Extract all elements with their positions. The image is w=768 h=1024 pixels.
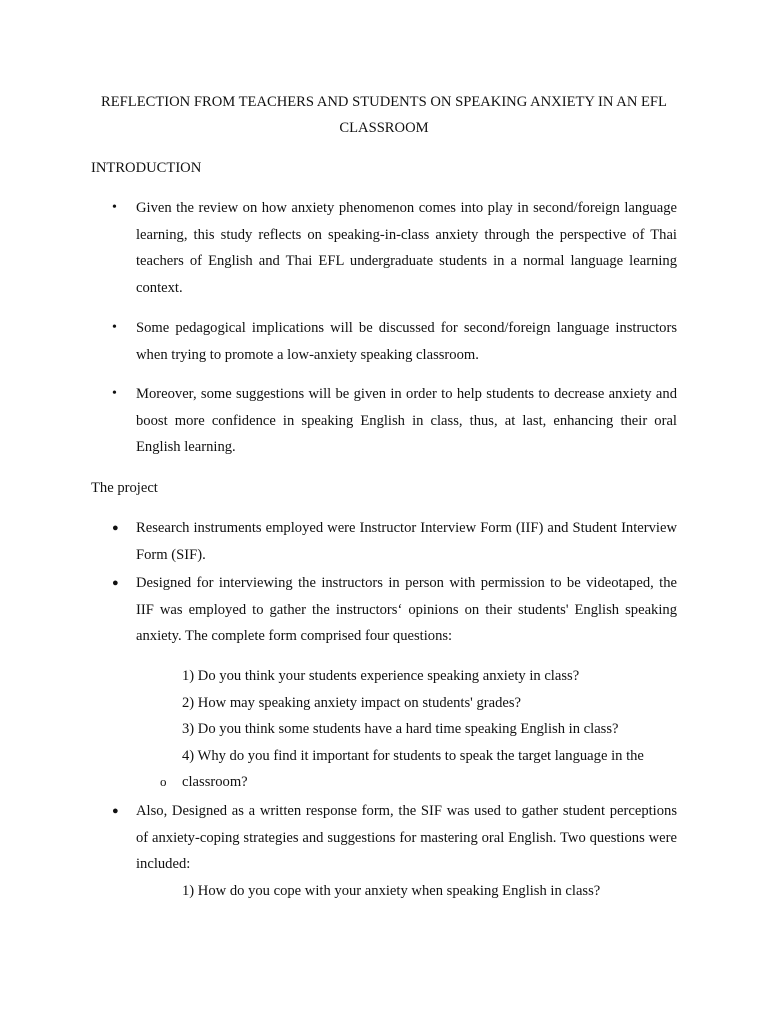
iif-question-4: 4) Why do you find it important for students to speak the target language in the: [182, 748, 644, 764]
sub-bullet-icon: o: [160, 774, 167, 789]
sif-question-1: 1) How do you cope with your anxiety when speaking English in class?: [182, 883, 601, 899]
bullet-icon: ●: [112, 805, 119, 817]
intro-bullet-1: [112, 195, 677, 301]
project-bullet-3: [112, 798, 677, 878]
iif-question-1: 1) Do you think your students experience speaking anxiety in class?: [182, 668, 580, 684]
introduction-heading: INTRODUCTION: [91, 160, 202, 176]
title-line-1: REFLECTION FROM TEACHERS AND STUDENTS ON SPEAKING ANXIETY IN AN EFL: [101, 94, 667, 110]
iif-question-4-continuation: classroom?: [182, 774, 248, 790]
intro-bullet-2: [112, 315, 677, 368]
bullet-icon: ●: [112, 522, 119, 534]
bullet-icon: •: [112, 200, 117, 215]
project-bullet-2: [112, 570, 677, 650]
bullet-icon: •: [112, 320, 117, 335]
bullet-icon: ●: [112, 577, 119, 589]
intro-bullet-text: Given the review on how anxiety phenomenon comes into play in second/foreign language learning, this study reflects on speaking-in-class anxiety through the perspective of Thai teachers of English and Thai EFL undergraduate students in a normal language learning context.: [136, 200, 677, 296]
project-bullet-1: [112, 515, 677, 568]
intro-bullet-text: Some pedagogical implications will be discussed for second/foreign language instructors when trying to promote a low-anxiety speaking classroom.: [136, 320, 677, 363]
iif-question-3: 3) Do you think some students have a hard time speaking English in class?: [182, 721, 619, 737]
title-line-2: CLASSROOM: [339, 120, 429, 136]
project-bullet-text: Designed for interviewing the instructors in person with permission to be videotaped, the IIF was employed to gather the instructors‘ opinions on their students' English speaking anxiety. The complete form comprised four questions:: [136, 575, 677, 645]
document-title: [91, 89, 677, 141]
project-bullet-text: Also, Designed as a written response form, the SIF was used to gather student perceptions of anxiety-coping strategies and suggestions for mastering oral English. Two questions were included:: [136, 803, 677, 873]
iif-question-2: 2) How may speaking anxiety impact on students' grades?: [182, 695, 522, 711]
intro-bullet-3: [112, 381, 677, 461]
project-bullet-text: Research instruments employed were Instructor Interview Form (IIF) and Student Interview Form (SIF).: [136, 520, 677, 563]
bullet-icon: •: [112, 386, 117, 401]
project-heading: The project: [91, 480, 158, 496]
intro-bullet-text: Moreover, some suggestions will be given in order to help students to decrease anxiety and boost more confidence in speaking English in class, thus, at last, enhancing their oral English learning.: [136, 386, 677, 456]
